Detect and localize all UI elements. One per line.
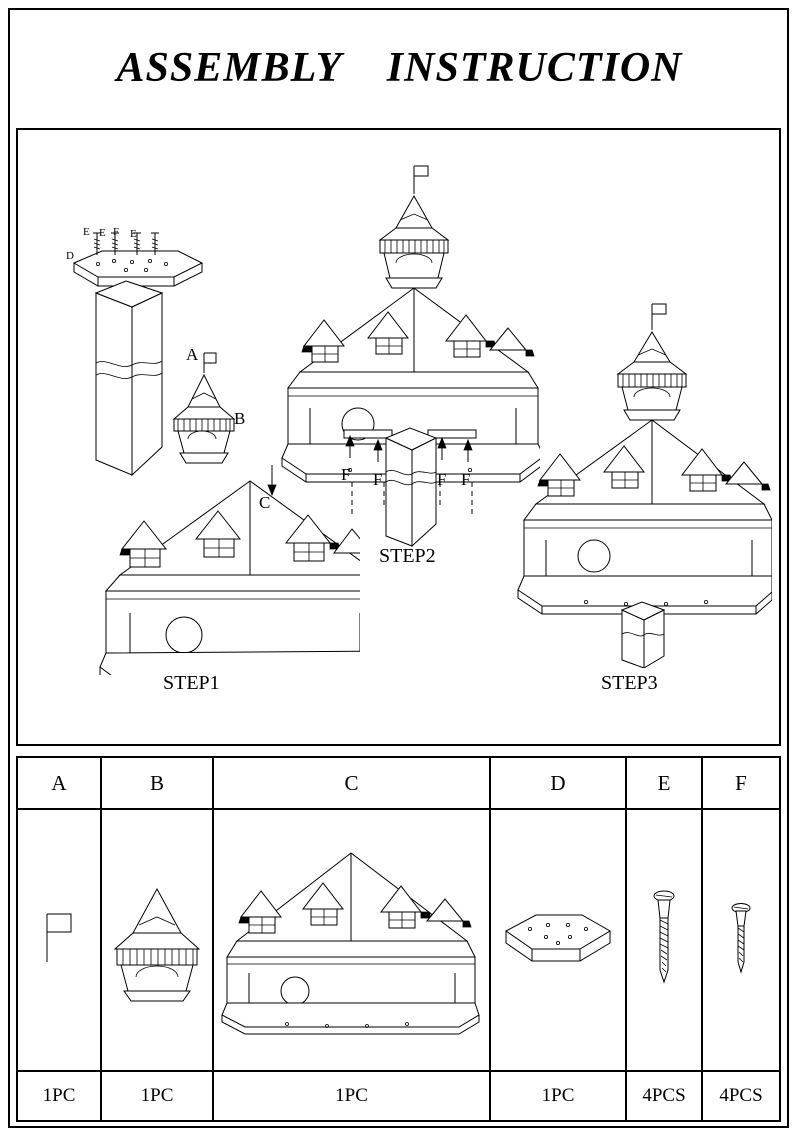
header-cell-C: C xyxy=(214,758,491,810)
part-image-cell-C xyxy=(214,810,491,1072)
birdhouse-body-icon xyxy=(221,845,483,1035)
callout-F-1: F xyxy=(113,226,120,238)
callout-F-step2-4: F xyxy=(461,470,471,489)
quantity-cell-E: 4PCS xyxy=(627,1072,703,1120)
header-cell-F: F xyxy=(703,758,779,810)
step1-label: STEP1 xyxy=(163,672,220,694)
step3-label: STEP3 xyxy=(601,672,658,694)
part-image-cell-E xyxy=(627,810,703,1072)
long-screw-icon xyxy=(646,884,682,996)
quantity-cell-A: 1PC xyxy=(18,1072,102,1120)
parts-table-quantity-row xyxy=(18,1072,779,1120)
cupola-tower-icon xyxy=(105,875,209,1005)
quantity-cell-B: 1PC xyxy=(102,1072,214,1120)
quantity-cell-F: 4PCS xyxy=(719,1085,763,1106)
parts-table-header-row xyxy=(18,758,779,810)
part-image-cell-D xyxy=(491,810,627,1072)
quantity-cell-D: 1PC xyxy=(491,1072,627,1120)
callout-E-1: E xyxy=(83,226,90,238)
part-image-cell-A xyxy=(18,810,102,1072)
short-screw-icon xyxy=(725,896,757,984)
callout-F-step2-3: F xyxy=(437,470,447,489)
step2-label: STEP2 xyxy=(379,545,436,567)
callout-C: C xyxy=(259,493,271,512)
callout-A: A xyxy=(186,345,199,364)
callout-B: B xyxy=(234,409,246,428)
parts-table-image-row xyxy=(18,810,779,1072)
callout-F-step2-1: F xyxy=(341,465,351,484)
part-image-cell-F xyxy=(703,810,779,1072)
header-cell-A: A xyxy=(18,758,102,810)
callout-E-2: E xyxy=(99,227,106,239)
callout-F-step2-2: F xyxy=(373,470,383,489)
header-cell-E: E xyxy=(627,758,703,810)
step3-illustration xyxy=(512,298,772,668)
hexagon-base-plate-icon xyxy=(496,905,620,975)
header-cell-B: B xyxy=(102,758,214,810)
callout-E-3: E xyxy=(130,228,137,240)
parts-table xyxy=(16,756,781,1122)
flag-finial-icon xyxy=(29,900,89,980)
quantity-cell-C: 1PC xyxy=(214,1072,491,1120)
part-image-cell-B xyxy=(102,810,214,1072)
page-title: ASSEMBLY INSTRUCTION xyxy=(116,45,683,91)
header-cell-D: D xyxy=(491,758,627,810)
callout-D: D xyxy=(66,250,74,262)
